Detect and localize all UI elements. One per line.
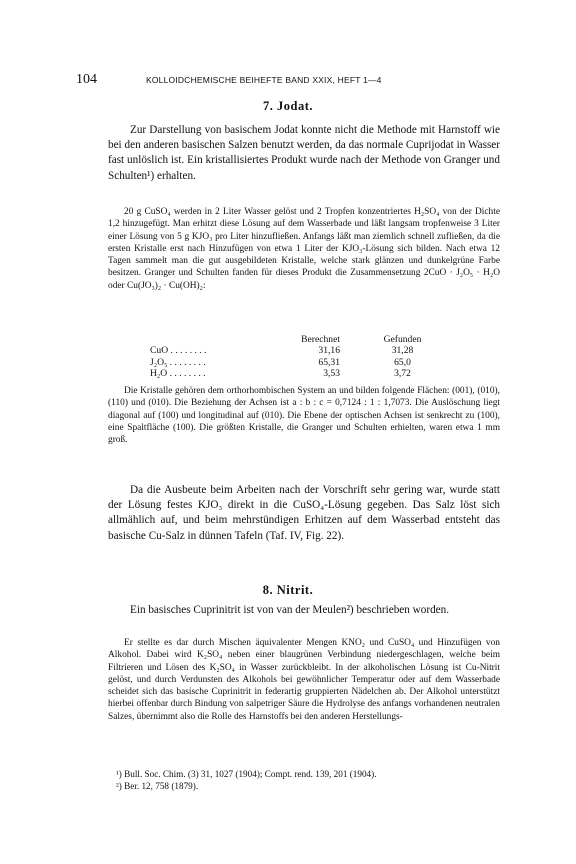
section-title-jodat: 7. Jodat.	[263, 99, 313, 113]
found-value: 65,0	[394, 356, 411, 368]
calculated-value: 3,53	[323, 368, 340, 380]
column-header-found: Gefunden	[383, 334, 422, 345]
paragraph-jodat-intro	[108, 123, 500, 184]
paragraph-yield	[108, 483, 500, 544]
footnote-1: ¹) Bull. Soc. Chim. (3) 31, 1027 (1904); Compt. rend. 139, 201 (1904).	[116, 769, 377, 779]
row-label: CuO . . . . . . . .	[150, 345, 207, 357]
footnote-2: ²) Ber. 12, 758 (1879).	[116, 781, 199, 791]
composition-table	[150, 334, 480, 380]
paragraph-nitrit-intro	[108, 603, 500, 618]
table-header-row	[150, 334, 480, 345]
paragraph-text: 20 g CuSO₄ werden in 2 Liter Wasser gelöst und 2 Tropfen konzentriertes H₂SO₄ von der Dichte 1,2 hinzugefügt. Man erhitzt diese Lösung auf dem Wasserbade und läßt langsam tropfenweise 3 Liter einer Lösung von 5 g KJO₃ pro Liter hinzufließen. Anfangs läßt man ziemlich schnell zufließen, da die ersten Kristalle erst nach Hinzufügen von etwa 1 Liter der KJO₃-Lösung sich bilden. Nach etwa 12 Tagen sammelt man die gut ausgebildeten Kristalle, welche stark glänzen und dunkelgrüne Farbe besitzen. Granger und Schulten fanden für dieses Produkt die Zusammensetzung 2CuO · J₂O₅ · H₂O oder Cu(JO₃)₂ · Cu(OH)₂:	[108, 207, 500, 291]
paragraph-text: Da die Ausbeute beim Arbeiten nach der Vorschrift sehr gering war, wurde statt der Lösung festes KJO₃ direkt in die CuSO₄-Lösung gegeben. Das Salz löst sich allmählich auf, und beim mehrstündigen Erhitzen auf dem Wasserbad entsteht das basische Cu-Salz in dünnen Tafeln (Taf. IV, Fig. 22).	[108, 484, 500, 542]
section-title-nitrit: 8. Nitrit.	[262, 583, 314, 597]
found-value: 3,72	[394, 368, 411, 380]
table-row	[150, 368, 480, 379]
calculated-value: 31,16	[318, 345, 340, 357]
paragraph-crystal-system	[108, 385, 500, 446]
paragraph-nitrit-method	[108, 637, 500, 723]
paragraph-text: Er stellte es dar durch Mischen äquivalenter Mengen KNO₂ und CuSO₄ und Hinzufügen von Alkohol. Dabei wird K₂SO₄ neben einer blaugrünen Verbindung niedergeschlagen, welche beim Filtrieren und Lösen des K₂SO₄ in Wasser zurückbleibt. In der alkoholischen Lösung ist Cu-Nitrit gelöst, und durch Verdunsten des Alkohols bei gewöhnlicher Temperatur oder auf dem Wasserbade scheidet sich das basische Cuprinitrit in federartig gruppierten Nädelchen ab. Der Alkohol unterstützt hierbei offenbar durch Bindung von salpetriger Säure die Hydrolyse des anfangs vorhandenen neutralen Salzes, übernimmt also die Rolle des Harnstoffs bei den anderen Herstellungs-	[108, 638, 500, 722]
column-header-calculated: Berechnet	[301, 334, 340, 345]
found-value: 31,28	[391, 345, 414, 357]
footnotes	[108, 768, 500, 792]
paragraph-text: Die Kristalle gehören dem orthorhombischen System an und bilden folgende Flächen: (001), (010), (110) und (010). Die Beziehung der Achsen ist a : b : c = 0,7124 : 1 : 1,7073. Die Auslöschung liegt diagonal auf (100) und longitudinal auf (010). Die Ebene der optischen Achsen ist senkrecht zu (100), eine Spaltfläche (100). Die größten Kristalle, die Granger und Schulten erhielten, waren etwa 1 mm groß.	[108, 386, 500, 446]
paragraph-text: Ein basisches Cuprinitrit ist von van der Meulen²) beschrieben worden.	[130, 604, 450, 616]
table-row	[150, 357, 480, 368]
running-head: KOLLOIDCHEMISCHE BEIHEFTE BAND XXIX, HEFT 1—4	[146, 75, 382, 85]
paragraph-text: Zur Darstellung von basischem Jodat konnte nicht die Methode mit Harnstoff wie bei den anderen basischen Salzen benutzt werden, da das normale Cuprijodat in Wasser fast unlöslich ist. Ein kristallisiertes Produkt wurde nach der Methode von Granger und Schulten¹) erhalten.	[108, 124, 500, 182]
paragraph-jodat-method	[108, 206, 500, 292]
calculated-value: 65,31	[318, 356, 340, 368]
row-label: J₂O₅ . . . . . . . .	[150, 356, 206, 368]
table-row	[150, 345, 480, 356]
page-number: 104	[76, 72, 97, 87]
row-label: H₂O . . . . . . . .	[150, 368, 206, 380]
